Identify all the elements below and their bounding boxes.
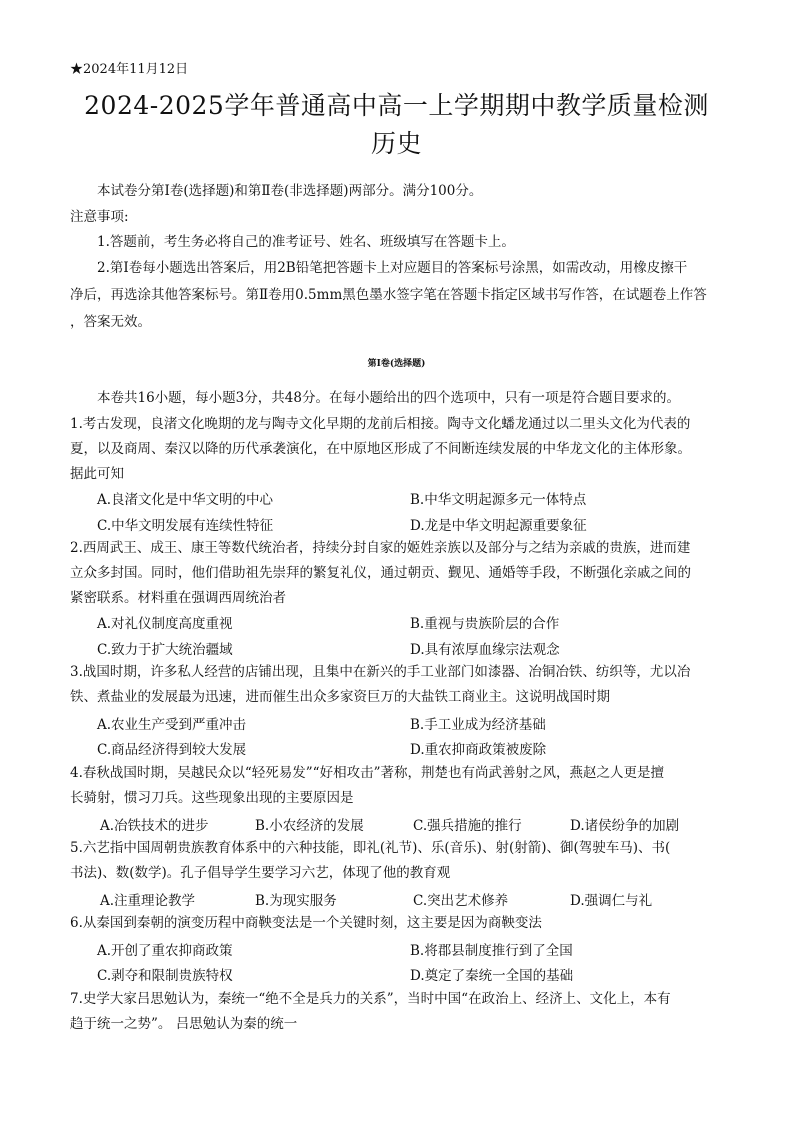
question-5-option-d: D.强调仁与礼 xyxy=(570,893,653,909)
question-4-option-a: A.冶铁技术的进步 xyxy=(100,818,209,834)
question-1-line-2: 夏，以及商周、秦汉以降的历代承袭演化，在中原地区形成了不间断连续发展的中华龙文化的主体形象。 xyxy=(70,441,691,457)
question-3-option-d: D.重农抑商政策被废除 xyxy=(410,742,547,758)
notice-item-2-line-2: 净后，再选涂其他答案标号。第Ⅱ卷用0.5mm黑色墨水签字笔在答题卡指定区域书写作答，在试题卷上作答 xyxy=(70,287,707,303)
intro-line: 本试卷分第Ⅰ卷(选择题)和第Ⅱ卷(非选择题)两部分。满分100分。 xyxy=(97,183,483,199)
section-instruction: 本卷共16小题，每小题3分，共48分。在每小题给出的四个选项中，只有一项是符合题目要求的。 xyxy=(97,390,680,406)
question-1-option-a: A.良渚文化是中华文明的中心 xyxy=(97,492,274,508)
notice-item-2-line-3: ，答案无效。 xyxy=(70,314,151,330)
exam-date: ★2024年11月12日 xyxy=(70,62,189,77)
question-6-option-d: D.奠定了秦统一全国的基础 xyxy=(410,968,574,984)
question-1-line-1: 1.考古发现，良渚文化晚期的龙与陶寺文化早期的龙前后相接。陶寺文化蟠龙通过以二里头文化为代表的 xyxy=(70,416,691,432)
question-2-option-c: C.致力于扩大统治疆域 xyxy=(97,642,233,658)
question-6-line-1: 6.从秦国到秦朝的演变历程中商鞅变法是一个关键时刻，这主要是因为商鞅变法 xyxy=(70,915,542,931)
question-3-option-c: C.商品经济得到较大发展 xyxy=(97,742,247,758)
question-4-option-b: B.小农经济的发展 xyxy=(255,818,364,834)
question-3-line-1: 3.战国时期，许多私人经营的店铺出现，且集中在新兴的手工业部门如漆器、冶铜冶铁、纺织等，尤以冶 xyxy=(70,664,691,680)
question-6-option-a: A.开创了重农抑商政策 xyxy=(97,943,233,959)
question-6-option-b: B.将郡县制度推行到了全国 xyxy=(410,943,573,959)
notice-item-2-line-1: 2.第Ⅰ卷每小题选出答案后，用2B铅笔把答题卡上对应题目的答案标号涂黑，如需改动，用橡皮擦干 xyxy=(97,260,688,276)
section-title: 第Ⅰ卷(选择题) xyxy=(367,359,426,369)
question-5-line-2: 书法)、数(数学)。孔子倡导学生要学习六艺，体现了他的教育观 xyxy=(70,865,451,881)
question-2-line-3: 紧密联系。材料重在强调西周统治者 xyxy=(70,590,286,606)
question-3-option-b: B.手工业成为经济基础 xyxy=(410,717,546,733)
question-1-option-d: D.龙是中华文明起源重要象征 xyxy=(410,518,587,534)
question-2-option-d: D.具有浓厚血缘宗法观念 xyxy=(410,642,560,658)
question-1-option-c: C.中华文明发展有连续性特征 xyxy=(97,518,274,534)
question-7-line-1: 7.史学大家吕思勉认为，秦统一“绝不全是兵力的关系”，当时中国“在政治上、经济上、文化上，本有 xyxy=(70,991,671,1007)
exam-title: 2024-2025学年普通高中高一上学期期中教学质量检测 xyxy=(84,91,709,120)
question-2-line-1: 2.西周武王、成王、康王等数代统治者，持续分封自家的姬姓亲族以及部分与之结为亲戚的贵族，进而建 xyxy=(70,540,691,556)
question-5-line-1: 5.六艺指中国周朝贵族教育体系中的六种技能，即礼(礼节)、乐(音乐)、射(射箭)、御(驾驶车马)、书( xyxy=(70,840,671,856)
question-5-option-c: C.突出艺术修养 xyxy=(413,893,509,909)
notice-label: 注意事项: xyxy=(70,209,129,225)
question-4-line-1: 4.春秋战国时期，吴越民众以“轻死易发”“好相攻击”著称，荆楚也有尚武善射之风，燕赵之人更是擅 xyxy=(70,765,664,781)
question-3-option-a: A.农业生产受到严重冲击 xyxy=(97,717,247,733)
question-4-option-d: D.诸侯纷争的加剧 xyxy=(570,818,680,834)
question-5-option-a: A.注重理论教学 xyxy=(100,893,196,909)
question-4-line-2: 长骑射，惯习刀兵。这些现象出现的主要原因是 xyxy=(70,790,354,806)
notice-item-1: 1.答题前，考生务必将自己的准考证号、姓名、班级填写在答题卡上。 xyxy=(97,234,515,250)
question-5-option-b: B.为现实服务 xyxy=(255,893,337,909)
question-7-line-2: 趋于统一之势”。 吕思勉认为秦的统一 xyxy=(70,1016,298,1032)
exam-subject: 历史 xyxy=(370,129,422,158)
question-1-line-3: 据此可知 xyxy=(70,466,124,482)
question-2-option-a: A.对礼仪制度高度重视 xyxy=(97,616,233,632)
question-2-line-2: 立众多封国。同时，他们借助祖先崇拜的繁复礼仪，通过朝贡、觐见、通婚等手段，不断强化亲戚之间的 xyxy=(70,565,691,581)
question-3-line-2: 铁、煮盐业的发展最为迅速，进而催生出众多家资巨万的大盐铁工商业主。这说明战国时期 xyxy=(70,689,610,705)
question-2-option-b: B.重视与贵族阶层的合作 xyxy=(410,616,560,632)
question-1-option-b: B.中华文明起源多元一体特点 xyxy=(410,492,587,508)
question-6-option-c: C.剥夺和限制贵族特权 xyxy=(97,968,233,984)
question-4-option-c: C.强兵措施的推行 xyxy=(413,818,522,834)
